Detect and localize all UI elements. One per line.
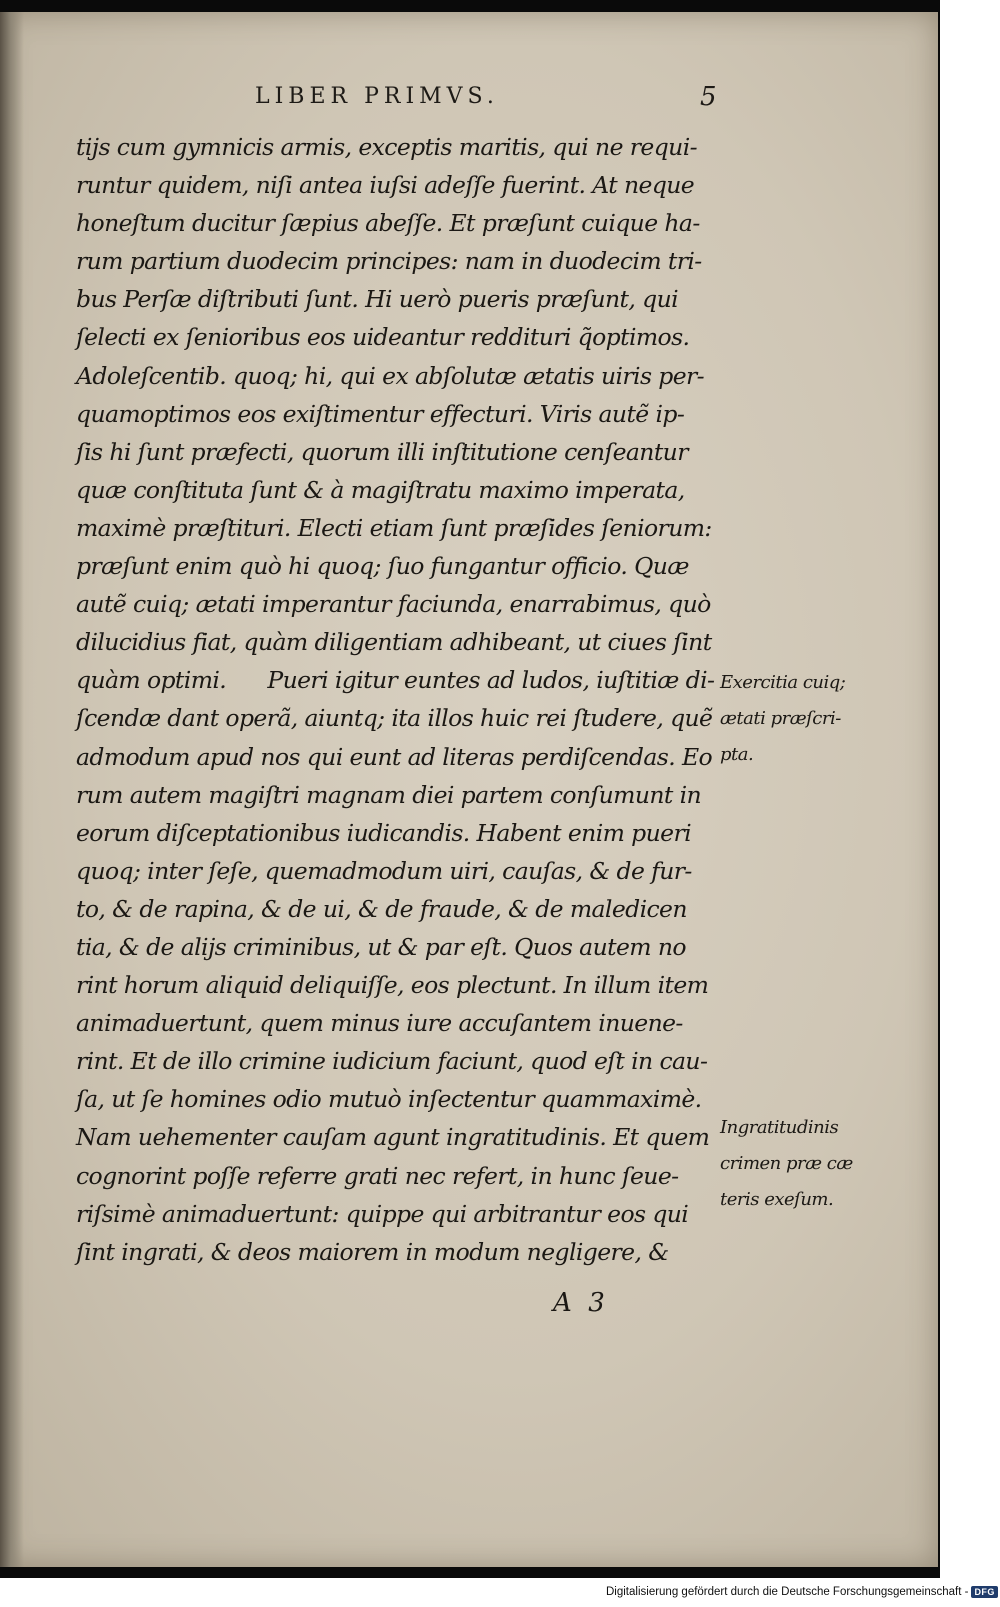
- signature-mark: A 3: [553, 1288, 605, 1318]
- footer-text: Digitalisierung gefördert durch die Deutsche Forschungsgemeinschaft -: [606, 1586, 969, 1598]
- text-line: runtur quidem, niſi antea iuſsi adeſſe fuerint. At neque: [76, 171, 695, 200]
- marginal-note-ingratitudinis: [720, 1110, 870, 1218]
- marginal-note-line: Ingratitudinis: [720, 1117, 839, 1138]
- text-line: admodum apud nos qui eunt ad literas perdiſcendas. Eo: [76, 742, 713, 771]
- text-line: quamoptimos eos exiſtimentur effecturi. Viris autẽ ip-: [76, 399, 685, 428]
- text-line: to, & de rapina, & de ui, & de fraude, & de maledicen: [76, 894, 687, 923]
- text-line: animaduertunt, quem minus iure accuſantem inuene-: [76, 1009, 683, 1038]
- text-line: dilucidius fiat, quàm diligentiam adhibeant, ut ciues ſint: [76, 628, 712, 657]
- text-line: rum partium duodecim principes: nam in duodecim tri-: [76, 247, 702, 276]
- running-title: LIBER PRIMVS.: [255, 84, 499, 109]
- page-number: 5: [700, 82, 717, 112]
- page-gutter: [0, 12, 24, 1567]
- text-line: præſunt enim quò hi quoq; ſuo fungantur officio. Quæ: [76, 552, 689, 581]
- text-line: eorum diſceptationibus iudicandis. Habent enim pueri: [76, 818, 691, 847]
- text-line: tia, & de alijs criminibus, ut & par eſt. Quos autem no: [76, 932, 686, 961]
- text-line: rint. Et de illo crimine iudicium faciunt, quod eſt in cau-: [76, 1047, 708, 1076]
- main-text-block: [76, 128, 716, 1271]
- text-line: maximè præſtituri. Electi etiam ſunt præſides ſeniorum:: [76, 513, 712, 542]
- text-line: tijs cum gymnicis armis, exceptis maritis, qui ne requi-: [76, 133, 697, 161]
- text-line: Nam uehementer cauſam agunt ingratitudinis. Et quem: [76, 1123, 710, 1152]
- marginal-note-line: teris exeſum.: [720, 1189, 834, 1210]
- text-line: ſis hi ſunt præfecti, quorum illi inſtitutione cenſeantur: [76, 437, 688, 466]
- text-line: quæ conſtituta ſunt & à magiſtratu maximo imperata,: [76, 475, 685, 504]
- text-line: rint horum aliquid deliquiſſe, eos plectunt. In illum item: [76, 971, 709, 1000]
- text-line: riſsimè animaduertunt: quippe qui arbitrantur eos qui: [76, 1199, 689, 1228]
- text-line: ſelecti ex ſenioribus eos uideantur reddituri q̃optimos.: [76, 323, 690, 352]
- text-line: ſa, ut ſe homines odio mutuò inſectentur quammaximè.: [76, 1085, 702, 1114]
- text-line: quàm optimi. Pueri igitur euntes ad ludos, iuſtitiæ di-: [76, 666, 715, 695]
- text-line: bus Perſæ diſtributi ſunt. Hi uerò pueris præſunt, qui: [76, 285, 679, 314]
- marginal-note-exercitia: [720, 665, 870, 773]
- text-line: rum autem magiſtri magnam diei partem conſumunt in: [76, 780, 702, 809]
- text-line: autẽ cuiq; ætati imperantur faciunda, enarrabimus, quò: [76, 590, 711, 619]
- text-line: honeſtum ducitur ſæpius abeſſe. Et præſunt cuique ha-: [76, 209, 700, 238]
- dfg-logo-icon: DFG: [971, 1586, 998, 1598]
- marginal-note-line: ætati præſcri-: [720, 708, 841, 729]
- digitization-footer: [606, 1586, 998, 1598]
- text-line: ſint ingrati, & deos maiorem in modum negligere, &: [76, 1237, 669, 1266]
- marginal-note-line: Exercitia cuiq;: [720, 672, 846, 693]
- text-line: Adoleſcentib. quoq; hi, qui ex abſolutæ ætatis uiris per-: [76, 361, 705, 390]
- marginal-note-line: crimen præ cæ: [720, 1153, 853, 1174]
- text-line: quoq; inter ſeſe, quemadmodum uiri, cauſas, & de fur-: [76, 856, 692, 885]
- marginal-note-line: pta.: [720, 744, 754, 765]
- text-line: cognorint poſſe referre grati nec refert, in hunc ſeue-: [76, 1161, 679, 1190]
- text-line: ſcendæ dant operã, aiuntq; ita illos huic rei ſtudere, quẽ: [76, 704, 713, 733]
